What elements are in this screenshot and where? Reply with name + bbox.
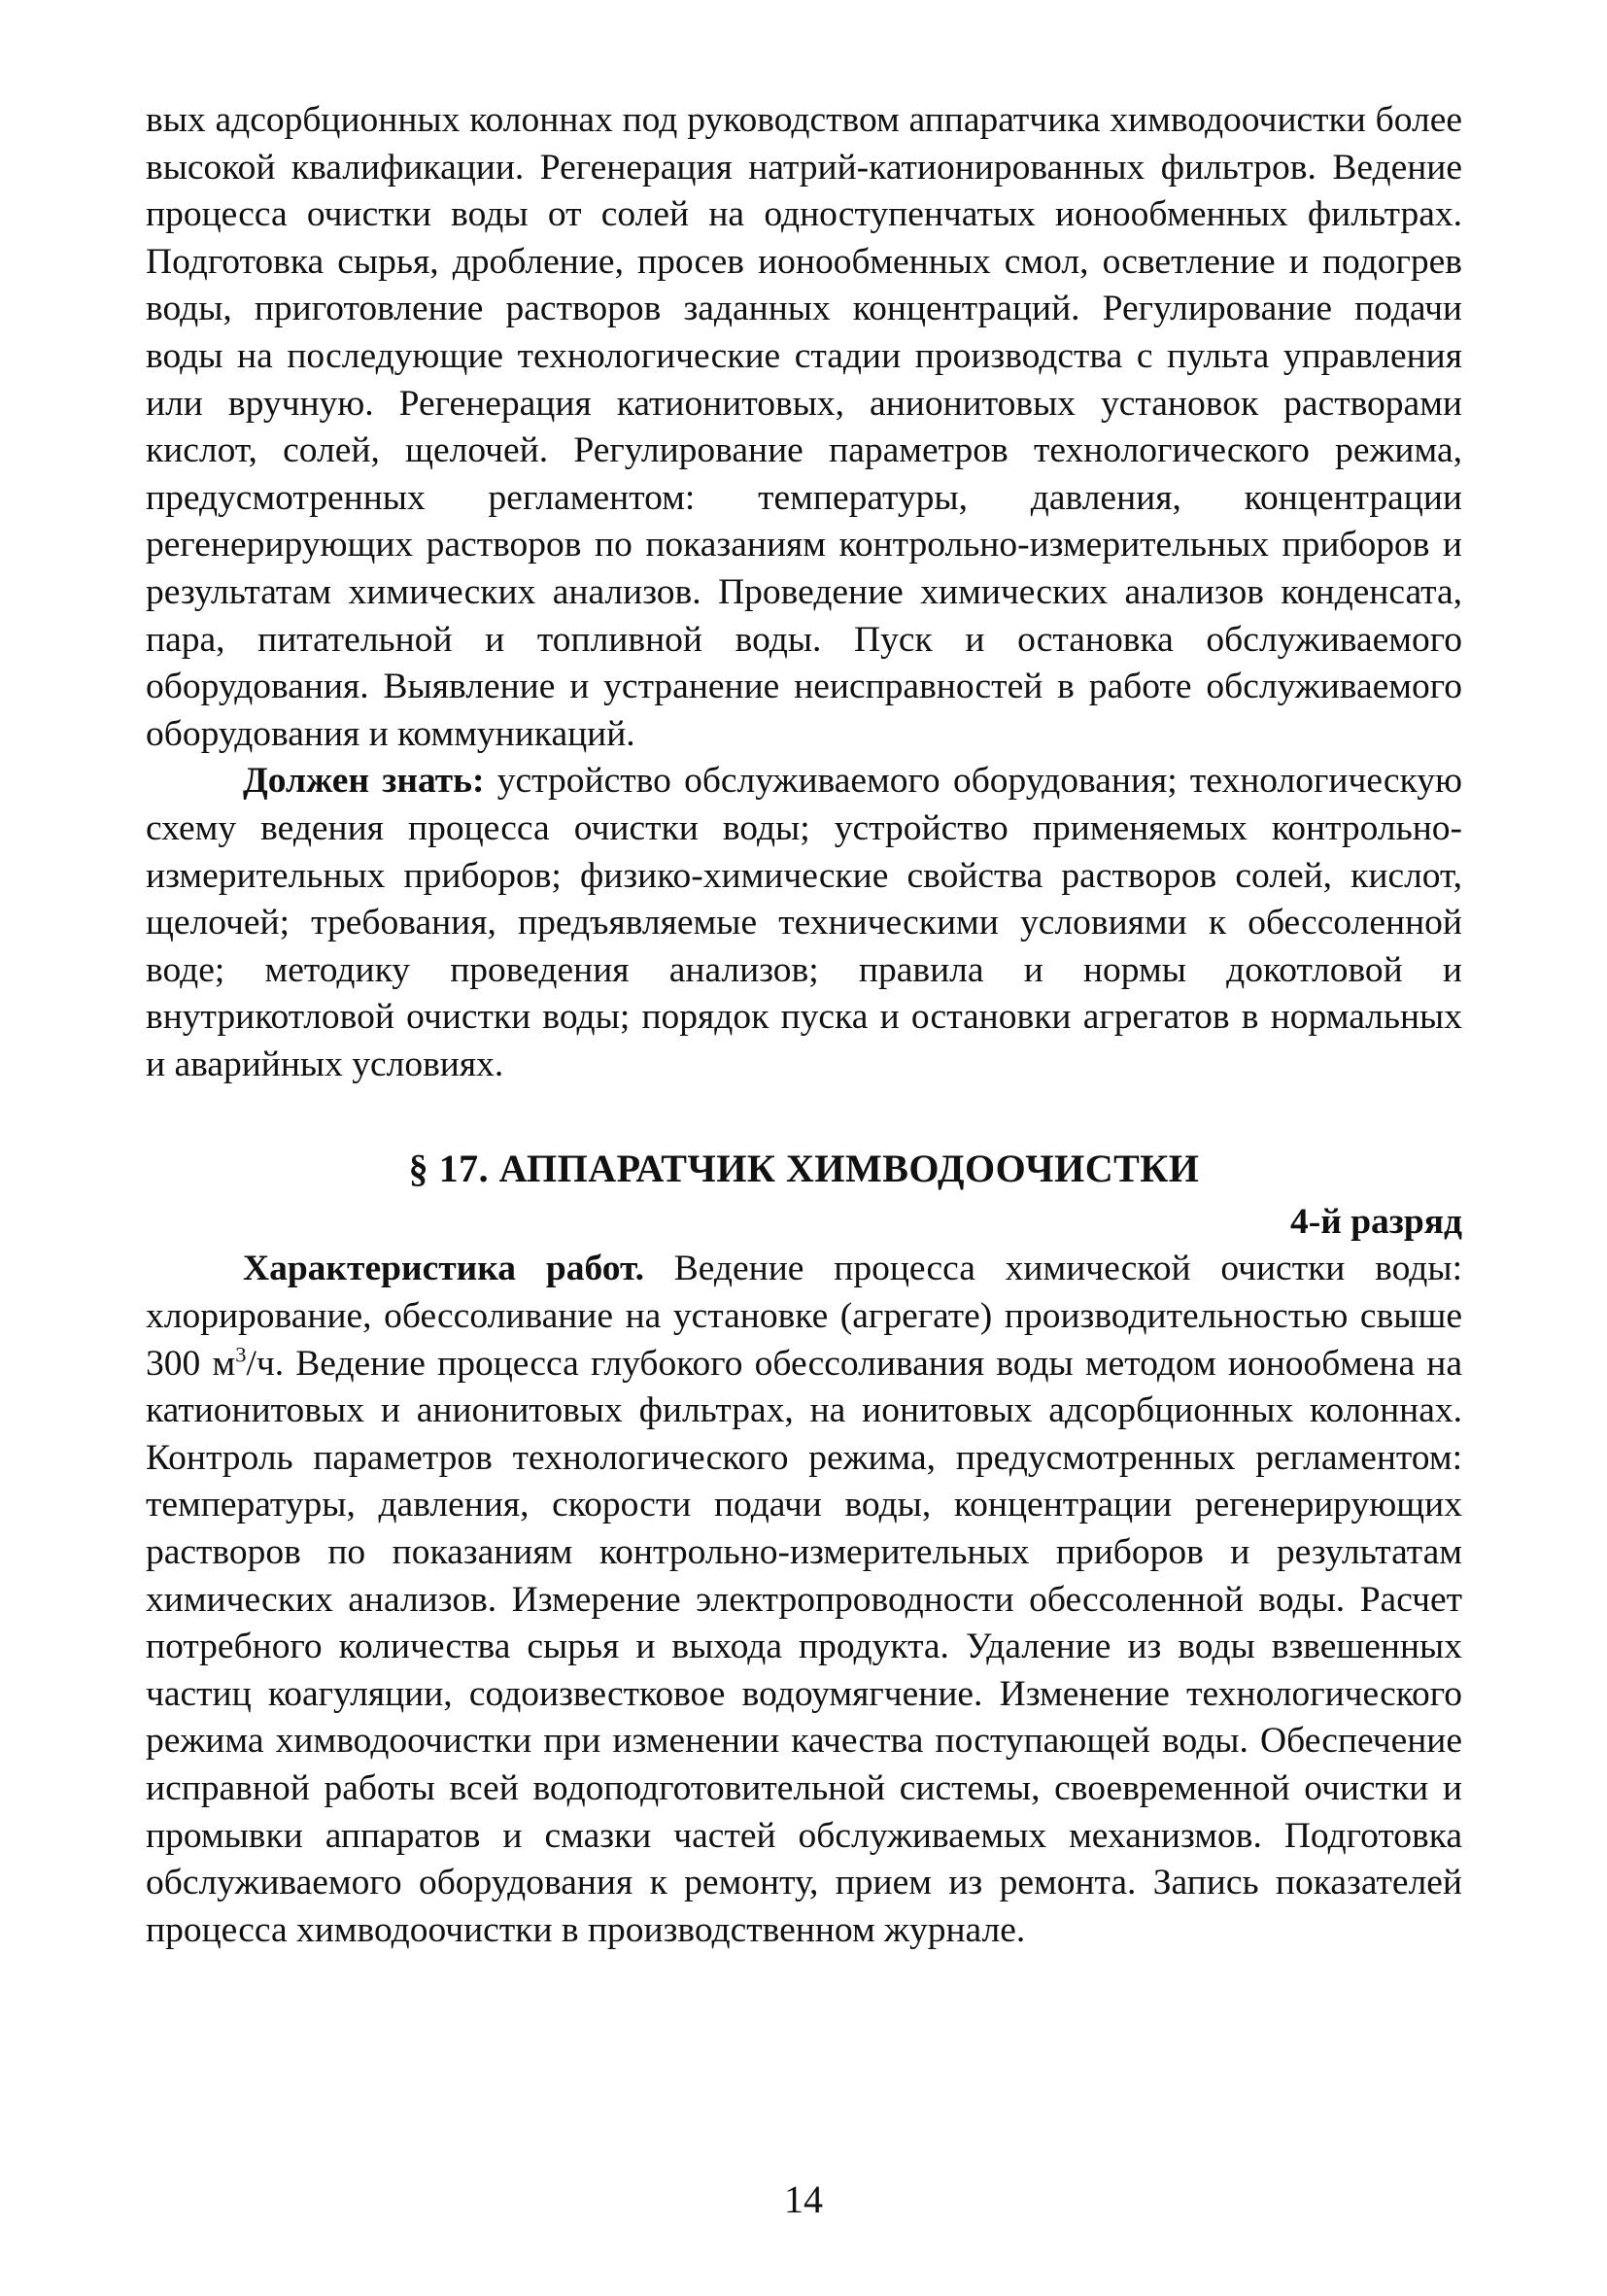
work-characteristics-label: Характеристика работ. (243, 1249, 644, 1289)
must-know-text: устройство обслуживаемого оборудования; технологическую схему ведения процесса очистки воды; устройство применяемых контрольно-измерительных приборов; физико-химические свойства растворов солей, кислот, щелочей; требования, предъявляемые техническими условиями к обессоленной воде; методику проведения анализов; правила и нормы докотловой и внутрикотловой очистки воды; порядок пуска и остановки агрегатов в нормальных и аварийных условиях. (146, 761, 1462, 1084)
work-characteristics-text-b: /ч. Ведение процесса глубокого обессоливания воды методом ионообмена на катионитовых и анионитовых фильтрах, на ионитовых адсорбционных колоннах. Контроль параметров технологического режима, предусмотренных регламентом: температуры, давления, скорости подачи воды, концентрации регенерирующих растворов по показаниям контрольно-измерительных приборов и результатам химических анализов. Измерение электропроводности обессоленной воды. Расчет потребного количества сырья и выхода продукта. Удаление из воды взвешенных частиц коагуляции, содоизвестковое водоумягчение. Изменение технологического режима химводоочистки при изменении качества поступающей воды. Обеспечение исправной работы всей водоподготовительной системы, своевременной очистки и промывки аппаратов и смазки частей обслуживаемых механизмов. Подготовка обслуживаемого оборудования к ремонту, прием из ремонта. Запись показателей процесса химводоочистки в производственном журнале. (146, 1343, 1463, 1950)
must-know-label: Должен знать: (243, 761, 485, 802)
section-title: § 17. АППАРАТЧИК ХИМВОДООЧИСТКИ (408, 1147, 1200, 1191)
paragraph-must-know (146, 758, 1462, 1088)
grade-label: 4-й разряд (1289, 1202, 1462, 1243)
document-page (146, 97, 1462, 1954)
paragraph-work-characteristics (146, 1246, 1462, 1954)
page-number: 14 (784, 2177, 823, 2221)
paragraph-continuation: вых адсорбционных колоннах под руководством аппаратчика химводоочистки более высокой квалификации. Регенерация натрий-катионированных фильтров. Ведение процесса очистки воды от солей на одноступенчатых ионообменных фильтрах. Подготовка сырья, дробление, просев ионообменных смол, осветление и подогрев воды, приготовление растворов заданных концентраций. Регулирование подачи воды на последующие технологические стадии производства с пульта управления или вручную. Регенерация катионитовых, анионитовых установок растворами кислот, солей, щелочей. Регулирование параметров технологического режима, предусмотренных регламентом: температуры, давления, концентрации регенерирующих растворов по показаниям контрольно-измерительных приборов и результатам химических анализов. Проведение химических анализов конденсата, пара, питательной и топливной воды. Пуск и остановка обслуживаемого оборудования. Выявление и устранение неисправностей в работе обслуживаемого оборудования и коммуникаций. (146, 100, 1462, 754)
superscript-cube: 3 (235, 1342, 247, 1367)
work-characteristics-text-a: Ведение процесса химической очистки воды: хлорирование, обессоливание на установке (агрегате) производительностью свыше 300 м (146, 1249, 1463, 1384)
